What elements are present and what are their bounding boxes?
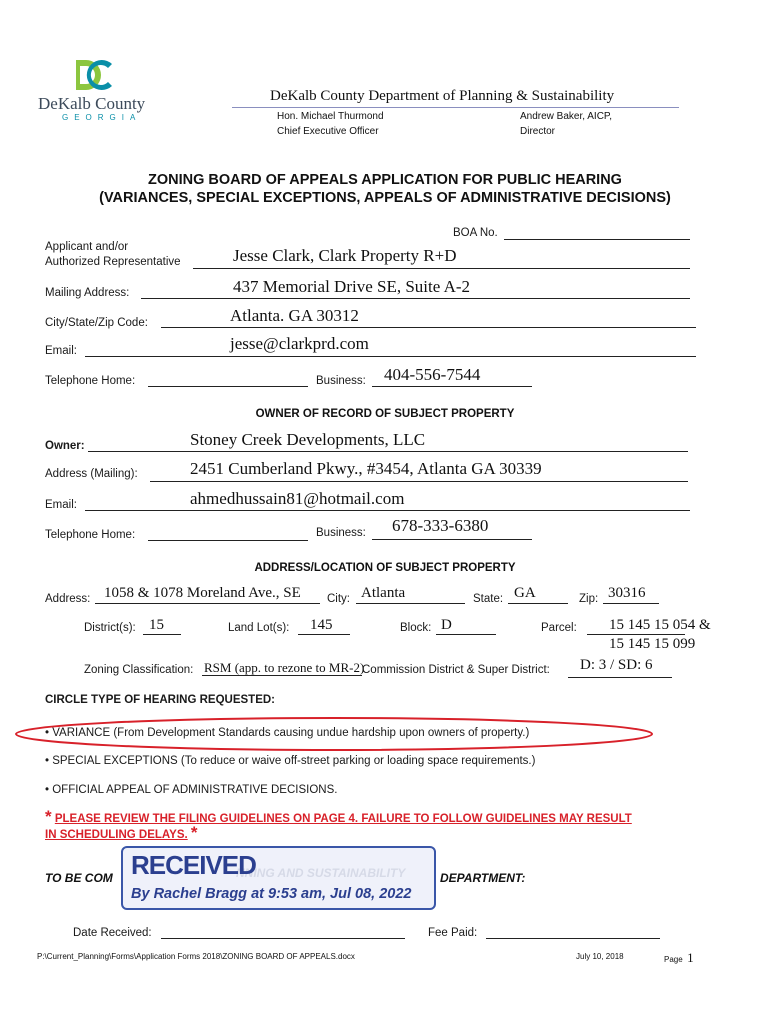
dc-logo-icon [38, 58, 150, 98]
city-state-zip-label: City/State/Zip Code: [45, 317, 148, 329]
owner-value[interactable]: Stoney Creek Developments, LLC [190, 430, 426, 449]
owner-business-value[interactable]: 678-333-6380 [392, 516, 489, 535]
ceo-title: Chief Executive Officer [277, 126, 379, 137]
director-name: Andrew Baker, AICP, [520, 111, 613, 122]
received-stamp-title: RECEIVED [131, 850, 256, 880]
footer-page [664, 949, 694, 967]
mailing-address-value[interactable]: 437 Memorial Drive SE, Suite A-2 [233, 277, 471, 296]
logo-name: DeKalb County [38, 94, 146, 113]
applicant-email-label: Email: [45, 345, 77, 357]
parcel-value-1[interactable]: 15 145 15 054 & [609, 617, 711, 633]
applicant-business-label: Business: [316, 375, 366, 387]
owner-business-line [372, 539, 532, 540]
applicant-phone-home-label: Telephone Home: [45, 375, 136, 387]
location-zip-line [603, 603, 659, 604]
applicant-business-value[interactable]: 404-556-7544 [384, 365, 481, 384]
footer-page-label: Page [664, 955, 683, 964]
block-line [436, 634, 496, 635]
footer-file-path: P:\Current_Planning\Forms\Application Forms 2018\ZONING BOARD OF APPEALS.docx [37, 952, 355, 961]
logo-state: GEORGIA [62, 113, 142, 122]
boa-number-label: BOA No. [453, 227, 498, 239]
owner-section-heading: OWNER OF RECORD OF SUBJECT PROPERTY [255, 408, 515, 420]
owner-email-value[interactable]: ahmedhussain81@hotmail.com [190, 489, 405, 508]
location-zip-value[interactable]: 30316 [608, 585, 646, 601]
owner-address-label: Address (Mailing): [45, 468, 138, 480]
warning-line-2: IN SCHEDULING DELAYS. [45, 829, 188, 841]
parcel-value-2[interactable]: 15 145 15 099 [609, 636, 696, 652]
owner-email-line [85, 510, 690, 511]
location-section-heading: ADDRESS/LOCATION OF SUBJECT PROPERTY [254, 562, 516, 574]
date-received-line[interactable] [161, 938, 405, 939]
hearing-option-special-exceptions[interactable]: • SPECIAL EXCEPTIONS (To reduce or waive off-street parking or loading space requirements.) [45, 755, 536, 767]
form-title-line1: ZONING BOARD OF APPEALS APPLICATION FOR PUBLIC HEARING [148, 172, 622, 188]
location-city-label: City: [327, 593, 350, 605]
applicant-business-line [372, 386, 532, 387]
filing-warning [45, 807, 705, 842]
location-state-line [508, 603, 568, 604]
applicant-email-line [85, 356, 696, 357]
received-stamp-by: By Rachel Bragg at 9:53 am, Jul 08, 2022 [131, 886, 412, 902]
city-state-zip-value[interactable]: Atlanta. GA 30312 [230, 306, 359, 325]
warning-star-end: * [190, 823, 198, 842]
land-lot-line [298, 634, 350, 635]
applicant-name-value[interactable]: Jesse Clark, Clark Property R+D [233, 246, 457, 265]
fee-paid-label: Fee Paid: [428, 927, 478, 939]
commission-district-value[interactable]: D: 3 / SD: 6 [580, 657, 653, 673]
location-zip-label: Zip: [579, 593, 599, 605]
commission-district-label: Commission District & Super District: [362, 664, 550, 676]
mailing-address-line [141, 298, 690, 299]
location-address-value[interactable]: 1058 & 1078 Moreland Ave., SE [104, 585, 301, 601]
director-title: Director [520, 126, 556, 137]
mailing-address-label: Mailing Address: [45, 287, 130, 299]
completed-by-left: TO BE COM [45, 871, 113, 885]
completed-by-right: DEPARTMENT: [440, 871, 526, 885]
location-state-label: State: [473, 593, 504, 605]
received-stamp [121, 846, 436, 910]
hearing-type-heading: CIRCLE TYPE OF HEARING REQUESTED: [45, 694, 276, 706]
parcel-label: Parcel: [541, 622, 577, 634]
footer-date: July 10, 2018 [576, 952, 624, 961]
department-name: DeKalb County Department of Planning & Sustainability [270, 88, 615, 104]
location-city-line [356, 603, 465, 604]
city-state-zip-line [161, 327, 696, 328]
zoning-class-label: Zoning Classification: [84, 664, 194, 676]
warning-line-1: PLEASE REVIEW THE FILING GUIDELINES ON PAGE 4. FAILURE TO FOLLOW GUIDELINES MAY RESULT [54, 813, 632, 825]
zoning-class-line [202, 675, 362, 676]
date-received-label: Date Received: [73, 927, 152, 939]
location-address-line [95, 603, 320, 604]
owner-phone-home-label: Telephone Home: [45, 529, 136, 541]
owner-label: Owner: [45, 440, 85, 452]
applicant-email-value[interactable]: jesse@clarkprd.com [230, 334, 369, 353]
footer-page-number: 1 [687, 950, 694, 965]
block-value[interactable]: D [441, 617, 452, 633]
land-lot-label: Land Lot(s): [228, 622, 290, 634]
zoning-class-text: RSM (app. to rezone to MR-2) [204, 660, 365, 675]
ceo-name: Hon. Michael Thurmond [277, 111, 384, 122]
block-label: Block: [400, 622, 432, 634]
hearing-option-variance[interactable]: • VARIANCE (From Development Standards causing undue hardship upon owners of property.) [45, 727, 530, 739]
hearing-option-appeal[interactable]: • OFFICIAL APPEAL OF ADMINISTRATIVE DECISIONS. [45, 784, 338, 796]
fee-paid-line[interactable] [486, 938, 660, 939]
owner-address-value[interactable]: 2451 Cumberland Pkwy., #3454, Atlanta GA 30339 [190, 459, 542, 478]
warning-star: * [45, 807, 52, 826]
district-value[interactable]: 15 [149, 617, 164, 633]
district-label: District(s): [84, 622, 136, 634]
completed-by-heading [45, 871, 113, 885]
form-title-line2: (VARIANCES, SPECIAL EXCEPTIONS, APPEALS OF ADMINISTRATIVE DECISIONS) [99, 190, 671, 206]
location-address-label: Address: [45, 593, 91, 605]
applicant-phone-home-line[interactable] [148, 386, 308, 387]
boa-number-field[interactable] [504, 239, 690, 240]
owner-email-label: Email: [45, 499, 77, 511]
applicant-name-line [193, 268, 690, 269]
location-city-value[interactable]: Atlanta [361, 585, 406, 601]
applicant-label-1: Applicant and/or [45, 241, 129, 253]
applicant-label-2: Authorized Representative [45, 256, 181, 268]
header-rule [232, 107, 679, 108]
owner-line [88, 451, 688, 452]
land-lot-value[interactable]: 145 [310, 617, 333, 633]
parcel-line [587, 634, 685, 635]
owner-phone-home-line[interactable] [148, 540, 308, 541]
owner-business-label: Business: [316, 527, 366, 539]
location-state-value[interactable]: GA [514, 585, 536, 601]
county-logo [38, 58, 150, 124]
owner-address-line [150, 481, 688, 482]
district-line [143, 634, 181, 635]
commission-district-line [568, 677, 672, 678]
